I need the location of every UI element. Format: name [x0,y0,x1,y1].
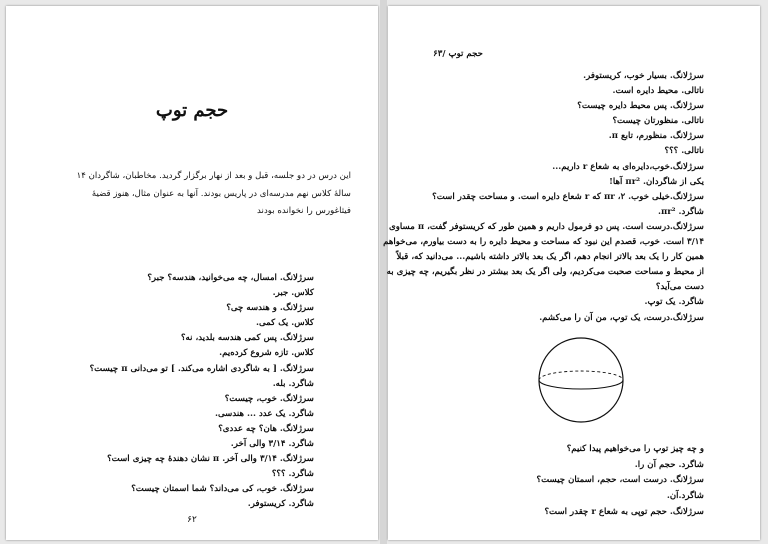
dialogue-line: شاگرد. یک عدد ... هندسی. [215,408,314,419]
dialogue-line: سرژلانگ. ۳/۱۴ والی آخر. π نشان دهندهٔ چه چیزی است؟ [107,454,314,465]
dialogue-line: سرژلانگ. امسال، چه می‌خوانید، هندسه؟ جبر؟ [147,273,314,283]
dialogue-block [26,271,314,513]
dialogue-line: ناتالی. منظورتان چیست؟ [612,116,704,127]
dialogue-line: سرژلانگ. پس کمی هندسه بلدید، نه؟ [180,333,314,344]
sphere-illustration [536,336,626,424]
dialogue-line: شاگرد. یک توپ. [644,297,704,308]
intro-line: این درس در دو جلسه، قبل و بعد از نهار برگزار گردید. مخاطبان، شاگردان ۱۴ [76,171,351,181]
dialogue-line: کلاس. یک کمی. [256,318,314,329]
dialogue-line: ۳/۱۴ است. خوب، قصدم این نبود که مساحت و محیط دایره را به دست بیاورم، می‌خواهم [383,237,704,248]
chapter-title: حجم توپ [155,100,229,121]
page-number: ۶۲ [187,515,197,525]
book-gutter [380,0,387,544]
dialogue-line: سرژلانگ. پس محیط دایره چیست؟ [577,101,704,112]
dialogue-line: ناتالی. ؟؟؟ [664,146,704,157]
dialogue-line: سرژلانگ.خوب،دایره‌ای به شعاع r داریم... [552,161,704,172]
dialogue-line: سرژلانگ.خیلی خوب. πr ،۲ که r شعاع دایره است. و مساحت چقدر است؟ [432,191,704,202]
dialogue-line: کلاس. جبر. [272,288,314,299]
dialogue-block [383,69,704,326]
dialogue-line: سرژلانگ. خوب، چیست؟ [224,393,314,404]
dialogue-line: ناتالی. محیط دایره است. [612,86,704,97]
running-header: حجم توپ /۶۳ [433,49,483,59]
dialogue-line: سرژلانگ.درست، یک توپ، من آن را می‌کشم. [539,312,704,323]
dialogue-line: شاگرد. ۳/۱۴ والی آخر. [230,439,314,450]
dialogue-line: از محیط و مساحت صحبت می‌کردیم، ولی اگر یک بعد بیشتر در نظر بگیریم، چه چیزی به [386,267,704,278]
dialogue-line: سرژلانگ. خوب، کی می‌داند؟ شما اسمتان چیست؟ [131,484,314,495]
left-page [6,6,378,540]
dialogue-line: کلاس. تازه شروع کرده‌یم. [219,348,314,359]
dialogue-line: سرژلانگ.درست است. پس دو فرمول داریم و همین طور که کریستوفر گفت، π مساوی [389,221,704,232]
dialogue-line: دست می‌آید؟ [655,282,704,293]
dialogue-line: شاگرد. ؟؟؟ [271,469,314,480]
dialogue-line: سرژلانگ. بسیار خوب، کریستوفر. [583,71,704,81]
dialogue-line: شاگرد. حجم آن را. [634,459,704,470]
dialogue-line: همین کار را یک بعد بالاتر انجام دهم، اگر یک بعد بالاتر داشته باشیم... می‌دانید که، قبلاً [396,252,704,263]
right-page [383,6,760,540]
dialogue-line: شاگرد. کریستوفر. [247,499,314,510]
dialogue-line: سرژلانگ. و هندسه چی؟ [226,303,314,314]
dialogue-line: سرژلانگ. درست است، حجم، اسمتان چیست؟ [536,475,704,486]
dialogue-line: و چه چیز توپ را می‌خواهیم پیدا کنیم؟ [566,444,704,454]
dialogue-line: شاگرد.آن. [666,491,704,502]
intro-line: سالهٔ کلاس نهم مدرسه‌ای در پاریس بودند. آنها به عنوان مثال، هنوز قضیهٔ [91,188,351,199]
dialogue-block-after-figure [418,442,704,521]
dialogue-line: سرژلانگ. هان؟ چه عددی؟ [218,423,314,434]
dialogue-line: شاگرد. πr². [657,206,704,217]
dialogue-line: سرژلانگ. [ به شاگردی اشاره می‌کند. ] تو می‌دانی π چیست؟ [89,363,314,374]
dialogue-line: سرژلانگ. حجم توپی به شعاع r چقدر است؟ [544,506,704,517]
dialogue-line: سرژلانگ. منظورم، تابع π. [608,131,704,142]
dialogue-line: شاگرد. بله. [272,378,314,389]
dialogue-line: یکی از شاگردان. πr² آها! [609,176,704,187]
intro-paragraph [20,168,351,221]
intro-line: فیثاغورس را نخوانده بودند [257,206,351,216]
